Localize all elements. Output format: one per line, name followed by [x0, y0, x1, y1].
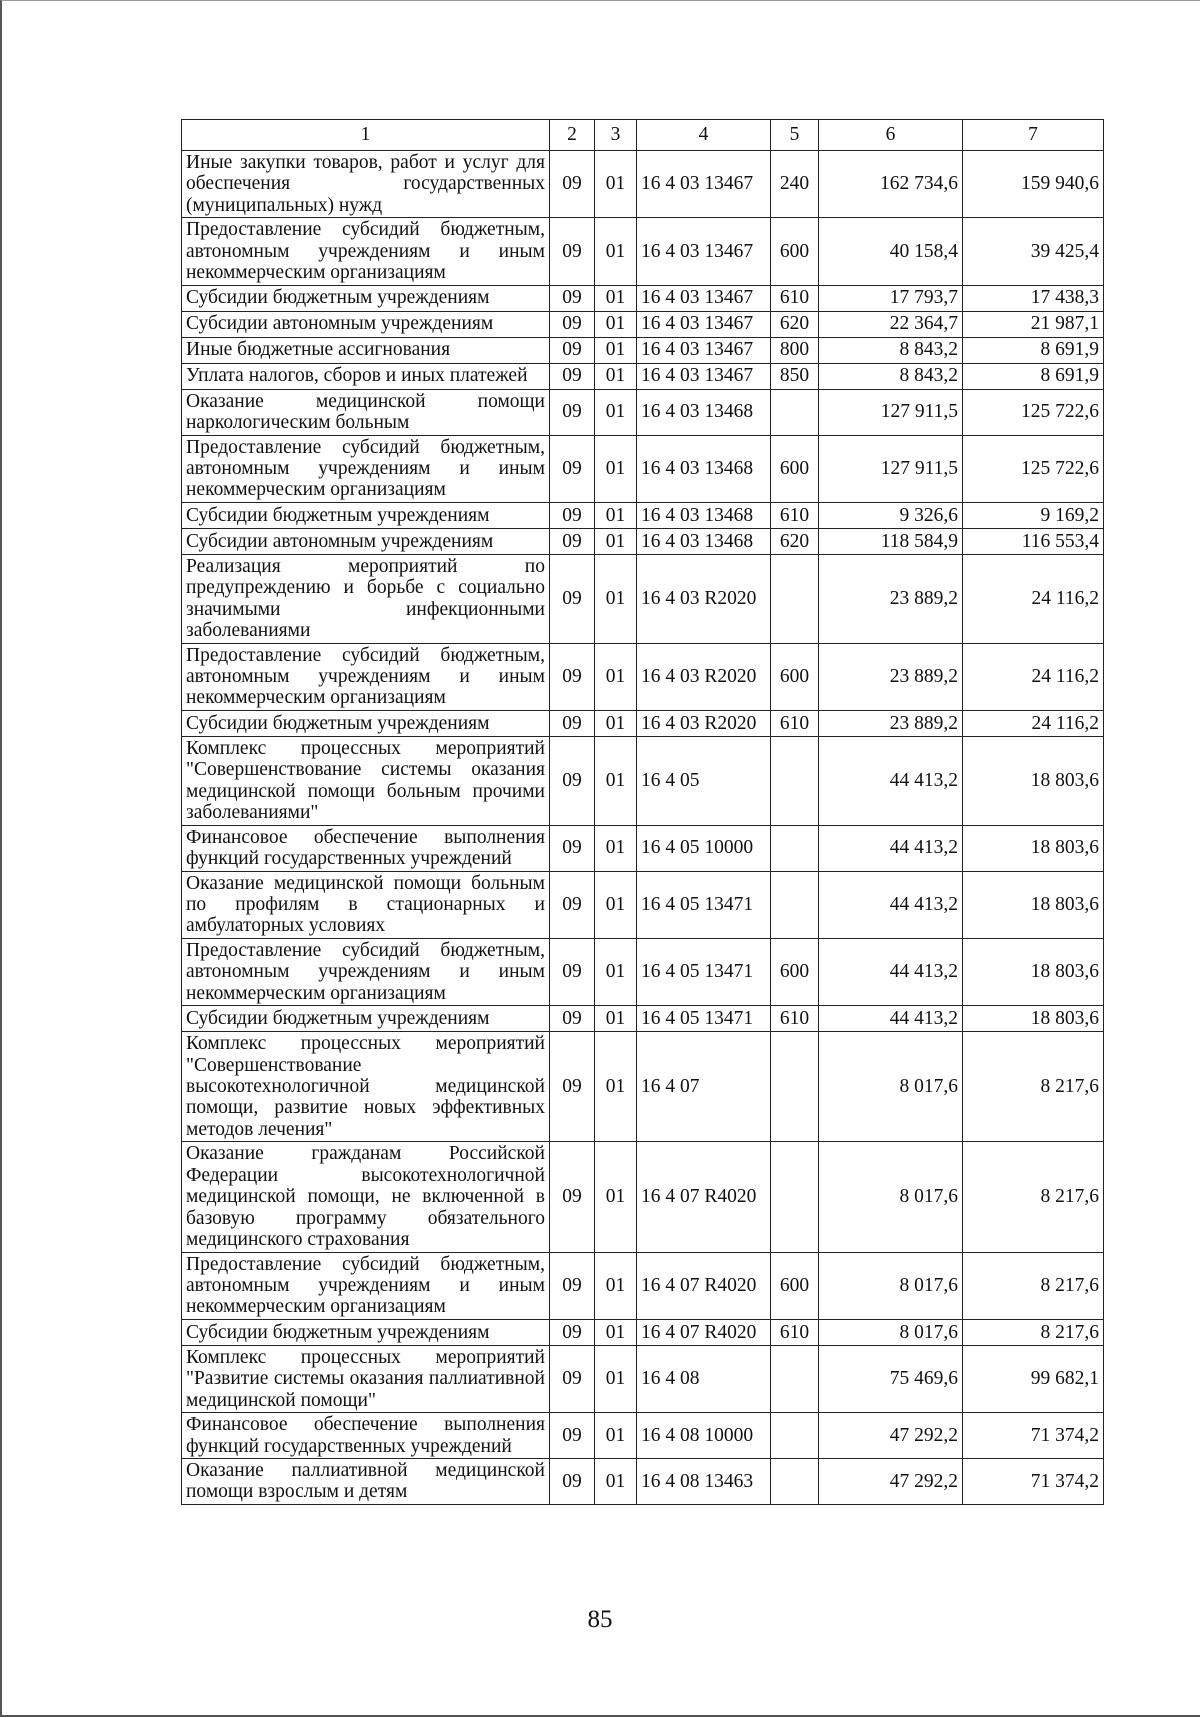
header-cell: 3 — [595, 120, 637, 151]
expense-type-cell: 600 — [771, 643, 819, 710]
expense-type-cell: 600 — [771, 1252, 819, 1319]
target-article-cell: 16 4 05 — [637, 736, 771, 825]
subsection-cell: 01 — [595, 311, 637, 337]
expense-type-cell: 610 — [771, 1319, 819, 1345]
row-name-cell: Оказание медицинской помощи наркологическим больным — [182, 389, 550, 435]
amount-year1-cell: 47 292,2 — [819, 1413, 963, 1459]
expense-type-cell: 610 — [771, 1006, 819, 1032]
target-article-cell: 16 4 03 13468 — [637, 435, 771, 502]
table-body — [182, 151, 1104, 1505]
amount-year2-cell: 18 803,6 — [963, 825, 1104, 871]
amount-year1-cell: 8 017,6 — [819, 1032, 963, 1142]
target-article-cell: 16 4 07 — [637, 1032, 771, 1142]
table-row — [182, 389, 1104, 435]
section-cell: 09 — [550, 435, 595, 502]
row-name-cell: Уплата налогов, сборов и иных платежей — [182, 363, 550, 389]
target-article-cell: 16 4 03 13467 — [637, 151, 771, 218]
section-cell: 09 — [550, 285, 595, 311]
table-row — [182, 1345, 1104, 1412]
amount-year1-cell: 23 889,2 — [819, 643, 963, 710]
target-article-cell: 16 4 03 13468 — [637, 502, 771, 528]
table-row — [182, 1252, 1104, 1319]
section-cell: 09 — [550, 502, 595, 528]
row-name-cell: Субсидии бюджетным учреждениям — [182, 285, 550, 311]
expense-type-cell: 610 — [771, 710, 819, 736]
section-cell: 09 — [550, 736, 595, 825]
section-cell: 09 — [550, 710, 595, 736]
amount-year1-cell: 44 413,2 — [819, 871, 963, 938]
target-article-cell: 16 4 08 13463 — [637, 1459, 771, 1505]
amount-year2-cell: 8 691,9 — [963, 363, 1104, 389]
target-article-cell: 16 4 03 R2020 — [637, 710, 771, 736]
subsection-cell: 01 — [595, 218, 637, 285]
amount-year2-cell: 8 217,6 — [963, 1319, 1104, 1345]
subsection-cell: 01 — [595, 435, 637, 502]
amount-year1-cell: 44 413,2 — [819, 938, 963, 1005]
amount-year1-cell: 118 584,9 — [819, 528, 963, 554]
amount-year2-cell: 125 722,6 — [963, 389, 1104, 435]
subsection-cell: 01 — [595, 1319, 637, 1345]
row-name-cell: Субсидии бюджетным учреждениям — [182, 710, 550, 736]
expense-type-cell — [771, 1032, 819, 1142]
amount-year2-cell: 71 374,2 — [963, 1459, 1104, 1505]
subsection-cell: 01 — [595, 1413, 637, 1459]
amount-year2-cell: 24 116,2 — [963, 710, 1104, 736]
row-name-cell: Оказание медицинской помощи больным по профилям в стационарных и амбулаторных условиях — [182, 871, 550, 938]
subsection-cell: 01 — [595, 871, 637, 938]
expense-type-cell: 600 — [771, 218, 819, 285]
section-cell: 09 — [550, 337, 595, 363]
amount-year2-cell: 71 374,2 — [963, 1413, 1104, 1459]
target-article-cell: 16 4 03 13467 — [637, 363, 771, 389]
amount-year1-cell: 22 364,7 — [819, 311, 963, 337]
row-name-cell: Оказание паллиативной медицинской помощи взрослым и детям — [182, 1459, 550, 1505]
table-row — [182, 218, 1104, 285]
target-article-cell: 16 4 03 R2020 — [637, 554, 771, 643]
table-row — [182, 311, 1104, 337]
amount-year1-cell: 44 413,2 — [819, 825, 963, 871]
target-article-cell: 16 4 03 13468 — [637, 528, 771, 554]
expense-type-cell — [771, 825, 819, 871]
row-name-cell: Комплекс процессных мероприятий "Совершенствование системы оказания медицинской помощи больным прочими заболеваниями" — [182, 736, 550, 825]
section-cell: 09 — [550, 554, 595, 643]
header-cell: 7 — [963, 120, 1104, 151]
row-name-cell: Оказание гражданам Российской Федерации высокотехнологичной медицинской помощи, не включенной в базовую программу обязательного медицинского страхования — [182, 1142, 550, 1252]
section-cell: 09 — [550, 363, 595, 389]
subsection-cell: 01 — [595, 528, 637, 554]
subsection-cell: 01 — [595, 1252, 637, 1319]
target-article-cell: 16 4 03 13467 — [637, 285, 771, 311]
subsection-cell: 01 — [595, 389, 637, 435]
amount-year1-cell: 44 413,2 — [819, 1006, 963, 1032]
amount-year2-cell: 8 691,9 — [963, 337, 1104, 363]
target-article-cell: 16 4 08 — [637, 1345, 771, 1412]
amount-year2-cell: 18 803,6 — [963, 736, 1104, 825]
amount-year2-cell: 8 217,6 — [963, 1032, 1104, 1142]
table-row — [182, 285, 1104, 311]
target-article-cell: 16 4 03 13468 — [637, 389, 771, 435]
section-cell: 09 — [550, 218, 595, 285]
amount-year1-cell: 23 889,2 — [819, 554, 963, 643]
page-number: 85 — [587, 1606, 613, 1633]
subsection-cell: 01 — [595, 1345, 637, 1412]
amount-year2-cell: 24 116,2 — [963, 554, 1104, 643]
subsection-cell: 01 — [595, 736, 637, 825]
amount-year1-cell: 8 017,6 — [819, 1252, 963, 1319]
row-name-cell: Иные бюджетные ассигнования — [182, 337, 550, 363]
header-cell: 6 — [819, 120, 963, 151]
row-name-cell: Комплекс процессных мероприятий "Совершенствование высокотехнологичной медицинской помощи, развитие новых эффективных методов лечения" — [182, 1032, 550, 1142]
amount-year2-cell: 18 803,6 — [963, 871, 1104, 938]
target-article-cell: 16 4 05 13471 — [637, 1006, 771, 1032]
subsection-cell: 01 — [595, 643, 637, 710]
table-row — [182, 502, 1104, 528]
target-article-cell: 16 4 05 13471 — [637, 938, 771, 1005]
row-name-cell: Комплекс процессных мероприятий "Развитие системы оказания паллиативной медицинской помощи" — [182, 1345, 550, 1412]
section-cell: 09 — [550, 1252, 595, 1319]
section-cell: 09 — [550, 1142, 595, 1252]
section-cell: 09 — [550, 643, 595, 710]
target-article-cell: 16 4 05 13471 — [637, 871, 771, 938]
expense-type-cell: 620 — [771, 311, 819, 337]
row-name-cell: Предоставление субсидий бюджетным, автономным учреждениям и иным некоммерческим организациям — [182, 218, 550, 285]
row-name-cell: Реализация мероприятий по предупреждению и борьбе с социально значимыми инфекционными заболеваниями — [182, 554, 550, 643]
table-row — [182, 363, 1104, 389]
table-row — [182, 736, 1104, 825]
table-row — [182, 825, 1104, 871]
expense-type-cell: 600 — [771, 938, 819, 1005]
amount-year1-cell: 8 843,2 — [819, 363, 963, 389]
subsection-cell: 01 — [595, 151, 637, 218]
amount-year2-cell: 18 803,6 — [963, 938, 1104, 1005]
expense-type-cell: 600 — [771, 435, 819, 502]
row-name-cell: Субсидии автономным учреждениям — [182, 311, 550, 337]
section-cell: 09 — [550, 1032, 595, 1142]
expense-type-cell — [771, 736, 819, 825]
amount-year1-cell: 8 017,6 — [819, 1319, 963, 1345]
subsection-cell: 01 — [595, 363, 637, 389]
table-row — [182, 1006, 1104, 1032]
amount-year1-cell: 23 889,2 — [819, 710, 963, 736]
row-name-cell: Субсидии бюджетным учреждениям — [182, 1319, 550, 1345]
amount-year2-cell: 8 217,6 — [963, 1142, 1104, 1252]
table-row — [182, 1459, 1104, 1505]
amount-year2-cell: 24 116,2 — [963, 643, 1104, 710]
amount-year1-cell: 127 911,5 — [819, 435, 963, 502]
header-cell: 4 — [637, 120, 771, 151]
amount-year2-cell: 39 425,4 — [963, 218, 1104, 285]
section-cell: 09 — [550, 528, 595, 554]
expense-type-cell: 620 — [771, 528, 819, 554]
subsection-cell: 01 — [595, 337, 637, 363]
amount-year1-cell: 47 292,2 — [819, 1459, 963, 1505]
amount-year1-cell: 9 326,6 — [819, 502, 963, 528]
amount-year2-cell: 159 940,6 — [963, 151, 1104, 218]
section-cell: 09 — [550, 1006, 595, 1032]
amount-year2-cell: 116 553,4 — [963, 528, 1104, 554]
amount-year1-cell: 8 843,2 — [819, 337, 963, 363]
expense-type-cell: 800 — [771, 337, 819, 363]
table-row — [182, 1142, 1104, 1252]
amount-year2-cell: 8 217,6 — [963, 1252, 1104, 1319]
expense-type-cell — [771, 1345, 819, 1412]
amount-year1-cell: 8 017,6 — [819, 1142, 963, 1252]
target-article-cell: 16 4 03 13467 — [637, 337, 771, 363]
subsection-cell: 01 — [595, 1142, 637, 1252]
subsection-cell: 01 — [595, 1459, 637, 1505]
header-cell: 1 — [182, 120, 550, 151]
subsection-cell: 01 — [595, 1006, 637, 1032]
target-article-cell: 16 4 05 10000 — [637, 825, 771, 871]
section-cell: 09 — [550, 871, 595, 938]
table-row — [182, 1319, 1104, 1345]
amount-year2-cell: 18 803,6 — [963, 1006, 1104, 1032]
row-name-cell: Предоставление субсидий бюджетным, автономным учреждениям и иным некоммерческим организациям — [182, 938, 550, 1005]
expense-type-cell — [771, 1413, 819, 1459]
subsection-cell: 01 — [595, 938, 637, 1005]
subsection-cell: 01 — [595, 1032, 637, 1142]
target-article-cell: 16 4 03 13467 — [637, 311, 771, 337]
table-row — [182, 643, 1104, 710]
target-article-cell: 16 4 07 R4020 — [637, 1319, 771, 1345]
section-cell: 09 — [550, 825, 595, 871]
subsection-cell: 01 — [595, 502, 637, 528]
expense-type-cell: 610 — [771, 285, 819, 311]
budget-table — [181, 119, 1104, 1505]
target-article-cell: 16 4 08 10000 — [637, 1413, 771, 1459]
table-row — [182, 871, 1104, 938]
amount-year1-cell: 162 734,6 — [819, 151, 963, 218]
row-name-cell: Предоставление субсидий бюджетным, автономным учреждениям и иным некоммерческим организациям — [182, 1252, 550, 1319]
header-row — [182, 120, 1104, 151]
expense-type-cell: 610 — [771, 502, 819, 528]
table-row — [182, 435, 1104, 502]
table-row — [182, 710, 1104, 736]
amount-year1-cell: 17 793,7 — [819, 285, 963, 311]
target-article-cell: 16 4 07 R4020 — [637, 1142, 771, 1252]
amount-year2-cell: 17 438,3 — [963, 285, 1104, 311]
row-name-cell: Иные закупки товаров, работ и услуг для обеспечения государственных (муниципальных) нужд — [182, 151, 550, 218]
amount-year1-cell: 44 413,2 — [819, 736, 963, 825]
target-article-cell: 16 4 07 R4020 — [637, 1252, 771, 1319]
subsection-cell: 01 — [595, 554, 637, 643]
section-cell: 09 — [550, 151, 595, 218]
target-article-cell: 16 4 03 13467 — [637, 218, 771, 285]
subsection-cell: 01 — [595, 710, 637, 736]
amount-year2-cell: 9 169,2 — [963, 502, 1104, 528]
header-cell: 2 — [550, 120, 595, 151]
expense-type-cell — [771, 1459, 819, 1505]
amount-year1-cell: 40 158,4 — [819, 218, 963, 285]
section-cell: 09 — [550, 938, 595, 1005]
table-row — [182, 554, 1104, 643]
row-name-cell: Финансовое обеспечение выполнения функций государственных учреждений — [182, 1413, 550, 1459]
expense-type-cell — [771, 389, 819, 435]
section-cell: 09 — [550, 389, 595, 435]
expense-type-cell — [771, 554, 819, 643]
amount-year2-cell: 99 682,1 — [963, 1345, 1104, 1412]
row-name-cell: Субсидии бюджетным учреждениям — [182, 1006, 550, 1032]
expense-type-cell: 240 — [771, 151, 819, 218]
row-name-cell: Предоставление субсидий бюджетным, автономным учреждениям и иным некоммерческим организациям — [182, 643, 550, 710]
row-name-cell: Субсидии бюджетным учреждениям — [182, 502, 550, 528]
amount-year2-cell: 125 722,6 — [963, 435, 1104, 502]
section-cell: 09 — [550, 1319, 595, 1345]
expense-type-cell: 850 — [771, 363, 819, 389]
target-article-cell: 16 4 03 R2020 — [637, 643, 771, 710]
table-row — [182, 528, 1104, 554]
amount-year1-cell: 127 911,5 — [819, 389, 963, 435]
row-name-cell: Субсидии автономным учреждениям — [182, 528, 550, 554]
section-cell: 09 — [550, 1345, 595, 1412]
expense-type-cell — [771, 1142, 819, 1252]
table-row — [182, 337, 1104, 363]
row-name-cell: Финансовое обеспечение выполнения функций государственных учреждений — [182, 825, 550, 871]
subsection-cell: 01 — [595, 285, 637, 311]
table-row — [182, 1032, 1104, 1142]
row-name-cell: Предоставление субсидий бюджетным, автономным учреждениям и иным некоммерческим организациям — [182, 435, 550, 502]
subsection-cell: 01 — [595, 825, 637, 871]
amount-year2-cell: 21 987,1 — [963, 311, 1104, 337]
table-row — [182, 938, 1104, 1005]
table-row — [182, 151, 1104, 218]
table-row — [182, 1413, 1104, 1459]
section-cell: 09 — [550, 311, 595, 337]
expense-type-cell — [771, 871, 819, 938]
header-cell: 5 — [771, 120, 819, 151]
section-cell: 09 — [550, 1413, 595, 1459]
section-cell: 09 — [550, 1459, 595, 1505]
amount-year1-cell: 75 469,6 — [819, 1345, 963, 1412]
